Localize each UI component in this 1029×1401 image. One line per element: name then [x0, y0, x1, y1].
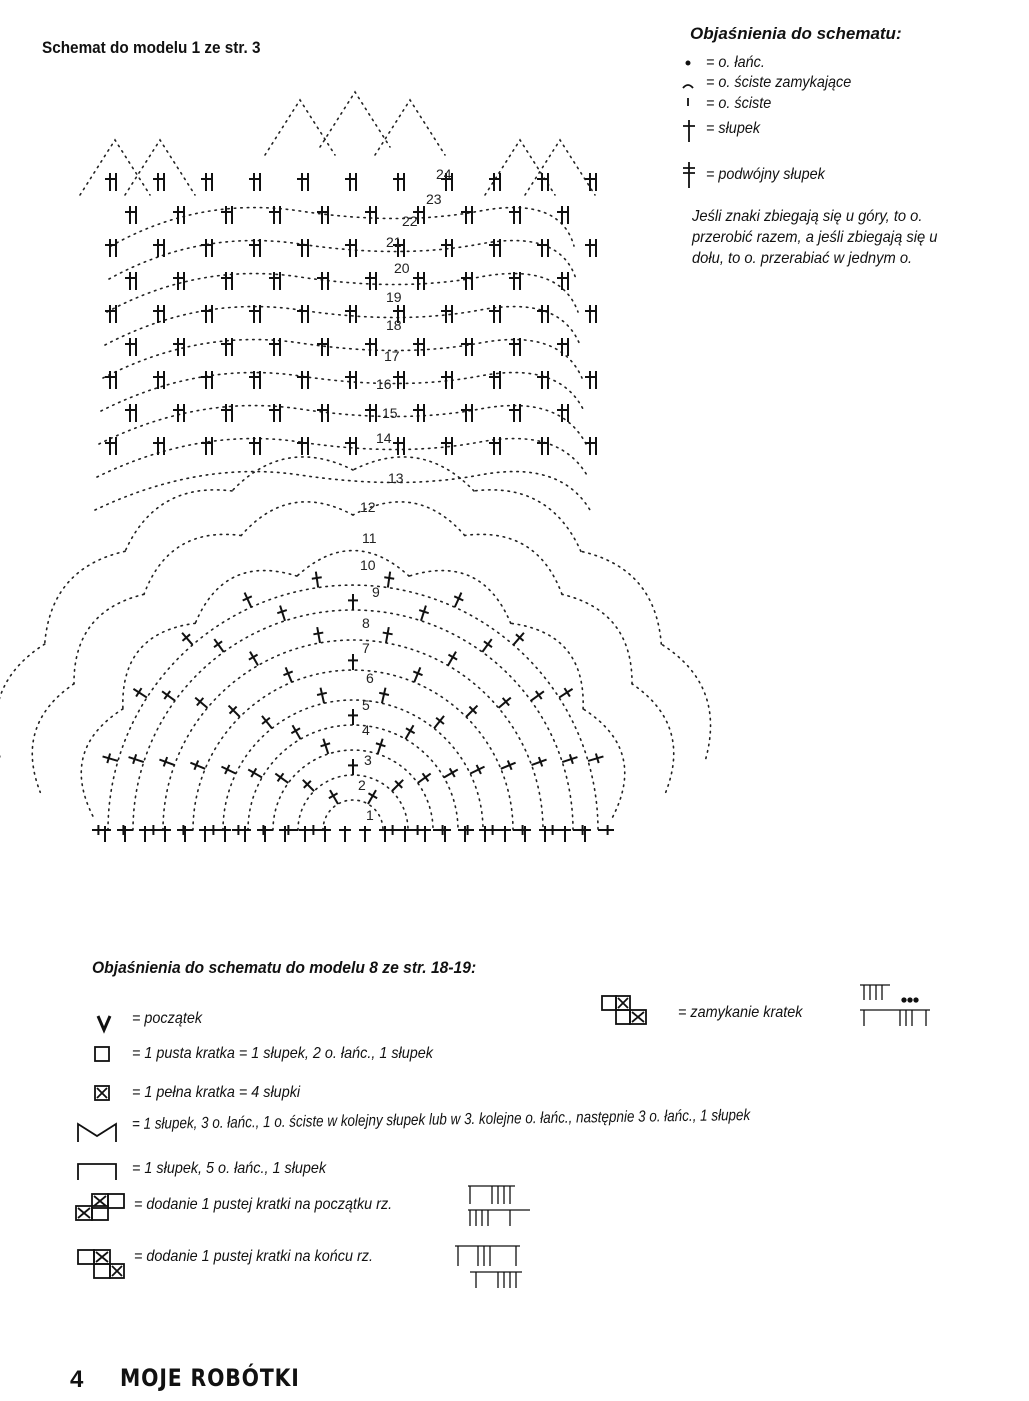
stitch-mark	[383, 633, 393, 635]
legend2-item: = 1 słupek, 5 o. łańc., 1 słupek	[132, 1160, 327, 1177]
legend1-item: = o. ściste	[706, 95, 772, 112]
chain-arch	[45, 551, 125, 644]
legend2-item: = 1 słupek, 3 o. łańc., 1 o. ściste w kolejny słupek lub w 3. kolejne o. łańc., następnie 3 o. łańc., 1 słupek	[131, 1107, 751, 1133]
add-end-stitch-sketch	[455, 1246, 522, 1288]
stitch-mark	[562, 757, 577, 762]
stitch-mark	[129, 757, 144, 762]
chain-arch	[241, 502, 353, 536]
chain-arc	[97, 439, 588, 477]
magazine-title: MOJE ROBÓTKI	[120, 1364, 300, 1392]
chain-arch	[353, 457, 474, 491]
row-number: 1	[366, 807, 374, 823]
row-number: 23	[426, 191, 442, 207]
row-number: 6	[366, 670, 374, 686]
row-number: 3	[364, 752, 372, 768]
row-number: 14	[376, 430, 392, 446]
stitch-mark	[466, 706, 477, 717]
closing-stitch-sketch	[860, 985, 930, 1026]
stitch-mark	[317, 627, 320, 643]
chain-arch	[661, 644, 710, 758]
chain-peak	[320, 92, 390, 147]
row-number: 2	[358, 777, 366, 793]
chain-arch	[144, 534, 241, 594]
chain-peak	[375, 100, 445, 155]
row-number: 24	[436, 166, 452, 182]
stitch-mark	[313, 633, 323, 635]
legend2-item: = dodanie 1 pustej kratki na początku rz.	[134, 1196, 393, 1213]
legend1-title: Objaśnienia do schematu:	[690, 24, 902, 43]
stitch-mark	[103, 756, 118, 761]
stitch-mark	[392, 780, 403, 791]
legend2-title: Objaśnienia do schematu do modelu 8 ze str. 18-19:	[92, 958, 477, 977]
chain-arch	[562, 594, 632, 683]
chain-peak	[525, 140, 595, 195]
chain-arch	[81, 709, 123, 817]
row-number: 8	[362, 615, 370, 631]
stitch-mark	[303, 780, 314, 791]
chain-arc	[101, 373, 584, 411]
chain-arch	[474, 490, 581, 551]
legend1-item: = podwójny słupek	[706, 166, 825, 183]
chain-arch	[0, 644, 45, 758]
stitch-mark	[214, 641, 222, 647]
legend2-item: = 1 pełna kratka = 4 słupki	[132, 1084, 301, 1101]
legend2-item: = 1 pusta kratka = 1 słupek, 2 o. łańc., 1 słupek	[132, 1045, 433, 1062]
chain-peak	[125, 140, 195, 195]
legend1-note: Jeśli znaki zbiegają się u góry, to o. przerobić razem, a jeśli zbiegają się u dołu, to o. przerabiać w jednym o.	[692, 208, 938, 267]
legend2-item: = początek	[132, 1010, 203, 1027]
row-number: 22	[402, 213, 418, 229]
stitch-mark	[564, 688, 569, 696]
stitch-mark	[386, 627, 389, 643]
row-number: 20	[394, 260, 410, 276]
page-number: 4	[70, 1366, 84, 1393]
stitch-mark	[421, 606, 426, 621]
row-number: 15	[382, 405, 398, 421]
diagram-title: Schemat do modelu 1 ze str. 3	[42, 38, 261, 57]
legend2-closing: = zamykanie kratek	[678, 1004, 803, 1021]
closing-squares-icon	[602, 996, 646, 1024]
stitch-mark	[379, 693, 389, 695]
row-number: 11	[362, 530, 377, 546]
arc-icon	[683, 85, 693, 88]
row-number: 9	[372, 584, 380, 600]
stitch-mark	[280, 606, 285, 621]
chain-arc	[95, 472, 590, 510]
stitch-mark	[536, 691, 542, 699]
stitch-mark	[317, 693, 327, 695]
legend1-item: = o. łańc.	[706, 54, 765, 71]
add-start-icon	[76, 1194, 124, 1220]
legend1-item: = słupek	[706, 120, 761, 137]
row-number: 13	[388, 470, 404, 486]
stitch-mark	[388, 572, 390, 588]
stitch-mark	[596, 753, 599, 763]
stitch-mark	[107, 753, 110, 763]
stitch-mark	[312, 577, 322, 578]
chain-arch	[125, 490, 232, 551]
row-number: 7	[362, 640, 370, 656]
cross-icon	[683, 120, 695, 142]
stitch-mark	[278, 773, 284, 781]
chain-arch	[32, 684, 74, 793]
stitch-mark	[136, 688, 141, 696]
row-number: 16	[376, 376, 392, 392]
row-number: 17	[384, 348, 400, 364]
stitch-mark	[423, 773, 429, 781]
stitch-mark	[484, 641, 492, 647]
row-number: 5	[362, 697, 370, 713]
dot-icon	[686, 61, 689, 64]
chain-peak	[265, 100, 335, 155]
chain-arc	[105, 307, 580, 345]
legend2-item: = dodanie 1 pustej kratki na końcu rz.	[134, 1248, 373, 1265]
chain-arch	[583, 709, 625, 817]
add-end-icon	[78, 1250, 124, 1278]
row-number: 4	[362, 722, 370, 738]
m-shape-icon	[78, 1124, 116, 1142]
bracket-icon	[78, 1164, 116, 1180]
empty-square-icon	[95, 1047, 109, 1061]
row-number: 18	[386, 317, 402, 333]
chain-arch	[632, 684, 674, 793]
stitch-mark	[384, 577, 394, 578]
stitch-mark	[316, 572, 318, 588]
chain-arc	[323, 800, 383, 830]
chain-arc	[298, 775, 408, 830]
chain-arc	[109, 241, 576, 279]
stitch-mark	[229, 706, 240, 717]
chain-arch	[297, 551, 409, 577]
stitch-mark	[164, 691, 170, 699]
legend1-item: = o. ściste zamykające	[706, 74, 852, 91]
stitch-mark	[378, 739, 383, 754]
row-number: 21	[386, 234, 402, 250]
stitch-mark	[588, 756, 603, 761]
start-icon	[98, 1016, 110, 1030]
stitch-mark	[321, 688, 325, 704]
row-number: 19	[386, 289, 402, 305]
chain-arc	[108, 585, 598, 830]
stitch-mark	[323, 739, 328, 754]
row-number: 12	[360, 499, 376, 515]
double-cross-icon	[683, 162, 695, 188]
row-number: 10	[360, 557, 376, 573]
add-start-stitch-sketch	[468, 1186, 530, 1226]
chain-peak	[485, 140, 555, 195]
stitch-mark	[382, 688, 386, 704]
chain-arch	[465, 534, 562, 594]
chain-arch	[74, 594, 144, 683]
chain-arch	[581, 551, 661, 644]
